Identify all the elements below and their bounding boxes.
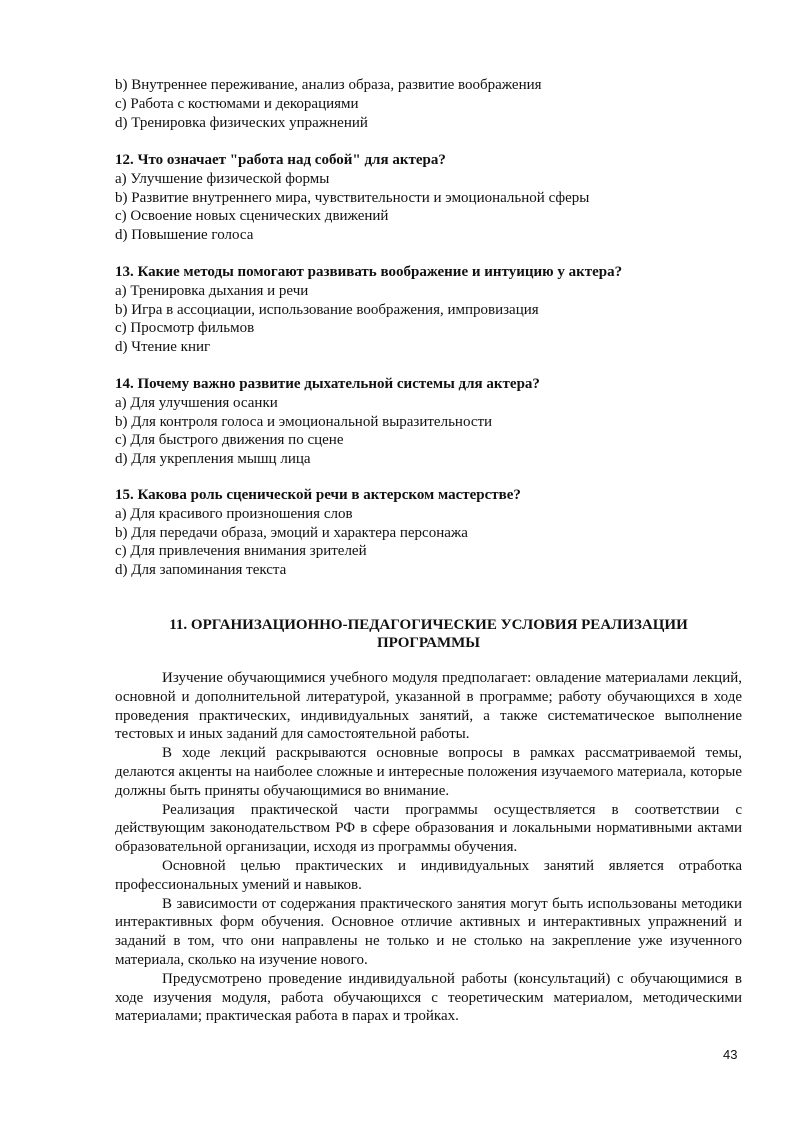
option-c: c) Работа с костюмами и декорациями <box>115 95 359 112</box>
question-title: 15. Какова роль сценической речи в актерском мастерстве? <box>115 487 521 503</box>
option-b: b) Внутреннее переживание, анализ образа, развитие воображения <box>115 77 542 93</box>
section-heading-line-2: ПРОГРАММЫ <box>376 635 481 651</box>
paragraph: Основной целью практических и индивидуальных занятий является отработка профессиональных умений и навыков. <box>115 857 742 893</box>
question-14 <box>115 375 742 469</box>
section-body <box>115 669 742 1026</box>
paragraph: Реализация практической части программы осуществляется в соответствии с действующим законодательством РФ в сфере образования и локальными нормативными актами образовательной организации, исходя из программы обучения. <box>115 801 742 856</box>
question-12 <box>115 151 742 245</box>
option-a: a) Для улучшения осанки <box>115 394 278 411</box>
option-b: b) Для передачи образа, эмоций и характера персонажа <box>115 524 468 541</box>
paragraph: В зависимости от содержания практического занятия могут быть использованы методики интерактивных форм обучения. Основное отличие активных и интерактивных упражнений и заданий в том, что они направлены не только и не столько на закрепление уже изученного материала, сколько на изучение нового. <box>115 895 742 968</box>
option-a: a) Для красивого произношения слов <box>115 505 353 522</box>
question-title: 12. Что означает "работа над собой" для актера? <box>115 152 446 168</box>
option-d: d) Чтение книг <box>115 339 211 356</box>
option-b: b) Развитие внутреннего мира, чувствительности и эмоциональной сферы <box>115 189 590 206</box>
option-b: b) Игра в ассоциации, использование воображения, импровизация <box>115 301 539 318</box>
page-number: 43 <box>723 1047 738 1062</box>
section-heading-line-1: 11. ОРГАНИЗАЦИОННО-ПЕДАГОГИЧЕСКИЕ УСЛОВИЯ РЕАЛИЗАЦИИ <box>169 617 688 633</box>
question-title: 13. Какие методы помогают развивать воображение и интуицию у актера? <box>115 264 623 280</box>
question-title: 14. Почему важно развитие дыхательной системы для актера? <box>115 376 540 392</box>
option-d: d) Повышение голоса <box>115 227 254 244</box>
paragraph: Изучение обучающимися учебного модуля предполагает: овладение материалами лекций, основной и дополнительной литературой, указанной в программе; работу обучающихся в ходе проведения практических, индивидуальных занятий, а также систематическое выполнение тестовых и иных заданий для самостоятельной работы. <box>115 670 742 743</box>
option-c: c) Просмотр фильмов <box>115 320 255 337</box>
question-11-remaining-options <box>115 76 742 132</box>
option-c: c) Для быстрого движения по сцене <box>115 432 344 449</box>
option-d: d) Для укрепления мышц лица <box>115 451 311 468</box>
option-a: a) Тренировка дыхания и речи <box>115 282 309 299</box>
option-a: a) Улучшение физической формы <box>115 170 330 187</box>
option-d: d) Для запоминания текста <box>115 562 287 579</box>
paragraph: В ходе лекций раскрываются основные вопросы в рамках рассматриваемой темы, делаются акценты на наиболее сложные и интересные положения изучаемого материала, которые должны быть приняты обучающимися во внимание. <box>115 745 742 799</box>
question-13 <box>115 263 742 357</box>
option-d: d) Тренировка физических упражнений <box>115 114 368 131</box>
paragraph: Предусмотрено проведение индивидуальной работы (консультаций) с обучающимися в ходе изучения модуля, работа обучающихся с теоретическим материалом, методическими материалами; практическая работа в парах и тройках. <box>115 970 742 1025</box>
option-b: b) Для контроля голоса и эмоциональной выразительности <box>115 413 493 430</box>
option-c: c) Для привлечения внимания зрителей <box>115 543 367 560</box>
section-heading <box>115 616 742 652</box>
option-c: c) Освоение новых сценических движений <box>115 208 389 225</box>
question-15 <box>115 486 742 580</box>
